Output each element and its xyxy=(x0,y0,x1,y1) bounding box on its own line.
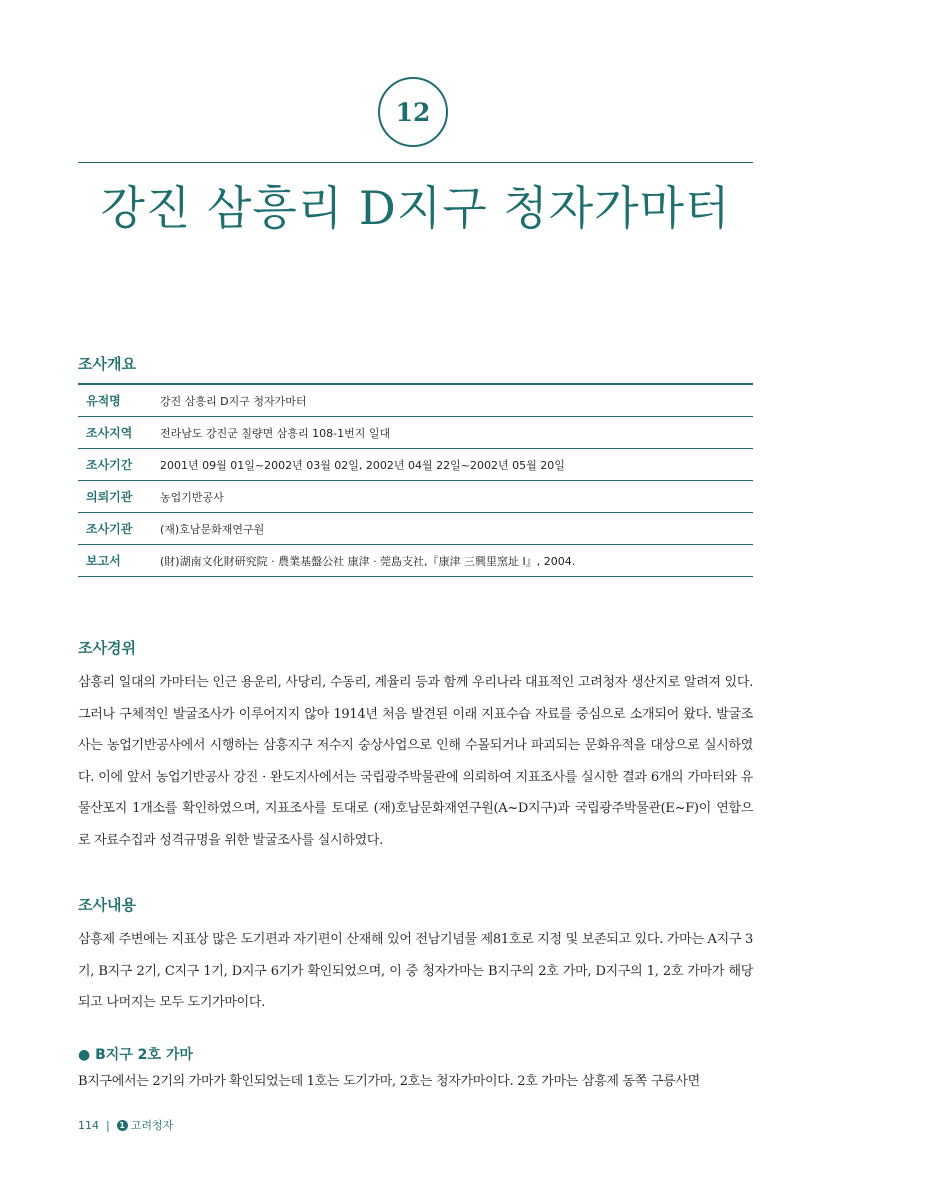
page-footer xyxy=(78,1117,173,1133)
row-value: (재)호남문화재연구원 xyxy=(160,513,753,545)
background-paragraph: 삼흥리 일대의 가마터는 인근 용운리, 사당리, 수동리, 계율리 등과 함께 우리나라 대표적인 고려청자 생산지로 알려져 있다. 그러나 구체적인 발굴조사가 이루어지지 않아 1914년 처음 발견된 이래 지표수습 자료를 중심으로 소개되어 왔다. 발굴조사는 농업기반공사에서 시행하는 삼흥지구 저수지 숭상사업으로 인해 수몰되거나 파괴되는 문화유적을 대상으로 실시하였다. 이에 앞서 농업기반공사 강진 · 완도지사에서는 국립광주박물관에 의뢰하여 지표조사를 실시한 결과 6개의 가마터와 유물산포지 1개소를 확인하였으며, 지표조사를 토대로 (재)호남문화재연구원(A~D지구)과 국립광주박물관(E~F)이 연합으로 자료수집과 성격규명을 위한 발굴조사를 실시하였다. xyxy=(78,675,753,848)
row-label: 보고서 xyxy=(86,554,121,568)
page-title: 강진 삼흥리 D지구 청자가마터 xyxy=(100,181,731,235)
chapter-name: 고려청자 xyxy=(130,1119,174,1132)
chapter-badge-icon: 1 xyxy=(117,1120,128,1131)
row-value: 농업기반공사 xyxy=(160,481,753,513)
kiln-subheading: ● B지구 2호 가마 xyxy=(78,1047,193,1063)
table-row xyxy=(78,481,753,513)
row-value: 2001년 09월 01일~2002년 03월 02일, 2002년 04월 22일~2002년 05월 20일 xyxy=(160,449,753,481)
table-row xyxy=(78,513,753,545)
content-heading: 조사내용 xyxy=(78,896,136,914)
row-label: 유적명 xyxy=(78,384,160,417)
row-label: 조사기관 xyxy=(78,513,160,545)
table-row xyxy=(78,384,753,417)
chapter-number-badge: 12 xyxy=(378,77,448,147)
table-row xyxy=(78,449,753,481)
footer-separator: | xyxy=(106,1118,110,1132)
title-divider xyxy=(78,162,753,163)
overview-table xyxy=(78,383,753,577)
row-label: 의뢰기관 xyxy=(78,481,160,513)
background-heading: 조사경위 xyxy=(78,639,136,657)
row-value: 강진 삼흥리 D지구 청자가마터 xyxy=(160,384,753,417)
kiln-paragraph: B지구에서는 2기의 가마가 확인되었는데 1호는 도기가마, 2호는 청자가마이다. 2호 가마는 삼흥제 동쪽 구릉사면 xyxy=(78,1074,700,1089)
row-value: 전라남도 강진군 칠량면 삼흥리 108-1번지 일대 xyxy=(160,417,753,449)
page-number: 114 xyxy=(78,1118,99,1132)
row-label: 조사기간 xyxy=(78,449,160,481)
table-row xyxy=(78,417,753,449)
row-label: 조사지역 xyxy=(78,417,160,449)
row-value: (財)湖南文化財研究院 · 農業基盤公社 康津 · 莞島支社,『康津 三興里窯址 Ⅰ』, 2004. xyxy=(160,554,576,568)
overview-heading: 조사개요 xyxy=(78,355,136,373)
content-paragraph: 삼흥제 주변에는 지표상 많은 도기편과 자기편이 산재해 있어 전남기념물 제81호로 지정 및 보존되고 있다. 가마는 A지구 3기, B지구 2기, C지구 1기, D지구 6기가 확인되었으며, 이 중 청자가마는 B지구의 2호 가마, D지구의 1, 2호 가마가 해당되고 나머지는 모두 도기가마이다. xyxy=(78,932,753,1011)
table-row xyxy=(78,545,753,577)
